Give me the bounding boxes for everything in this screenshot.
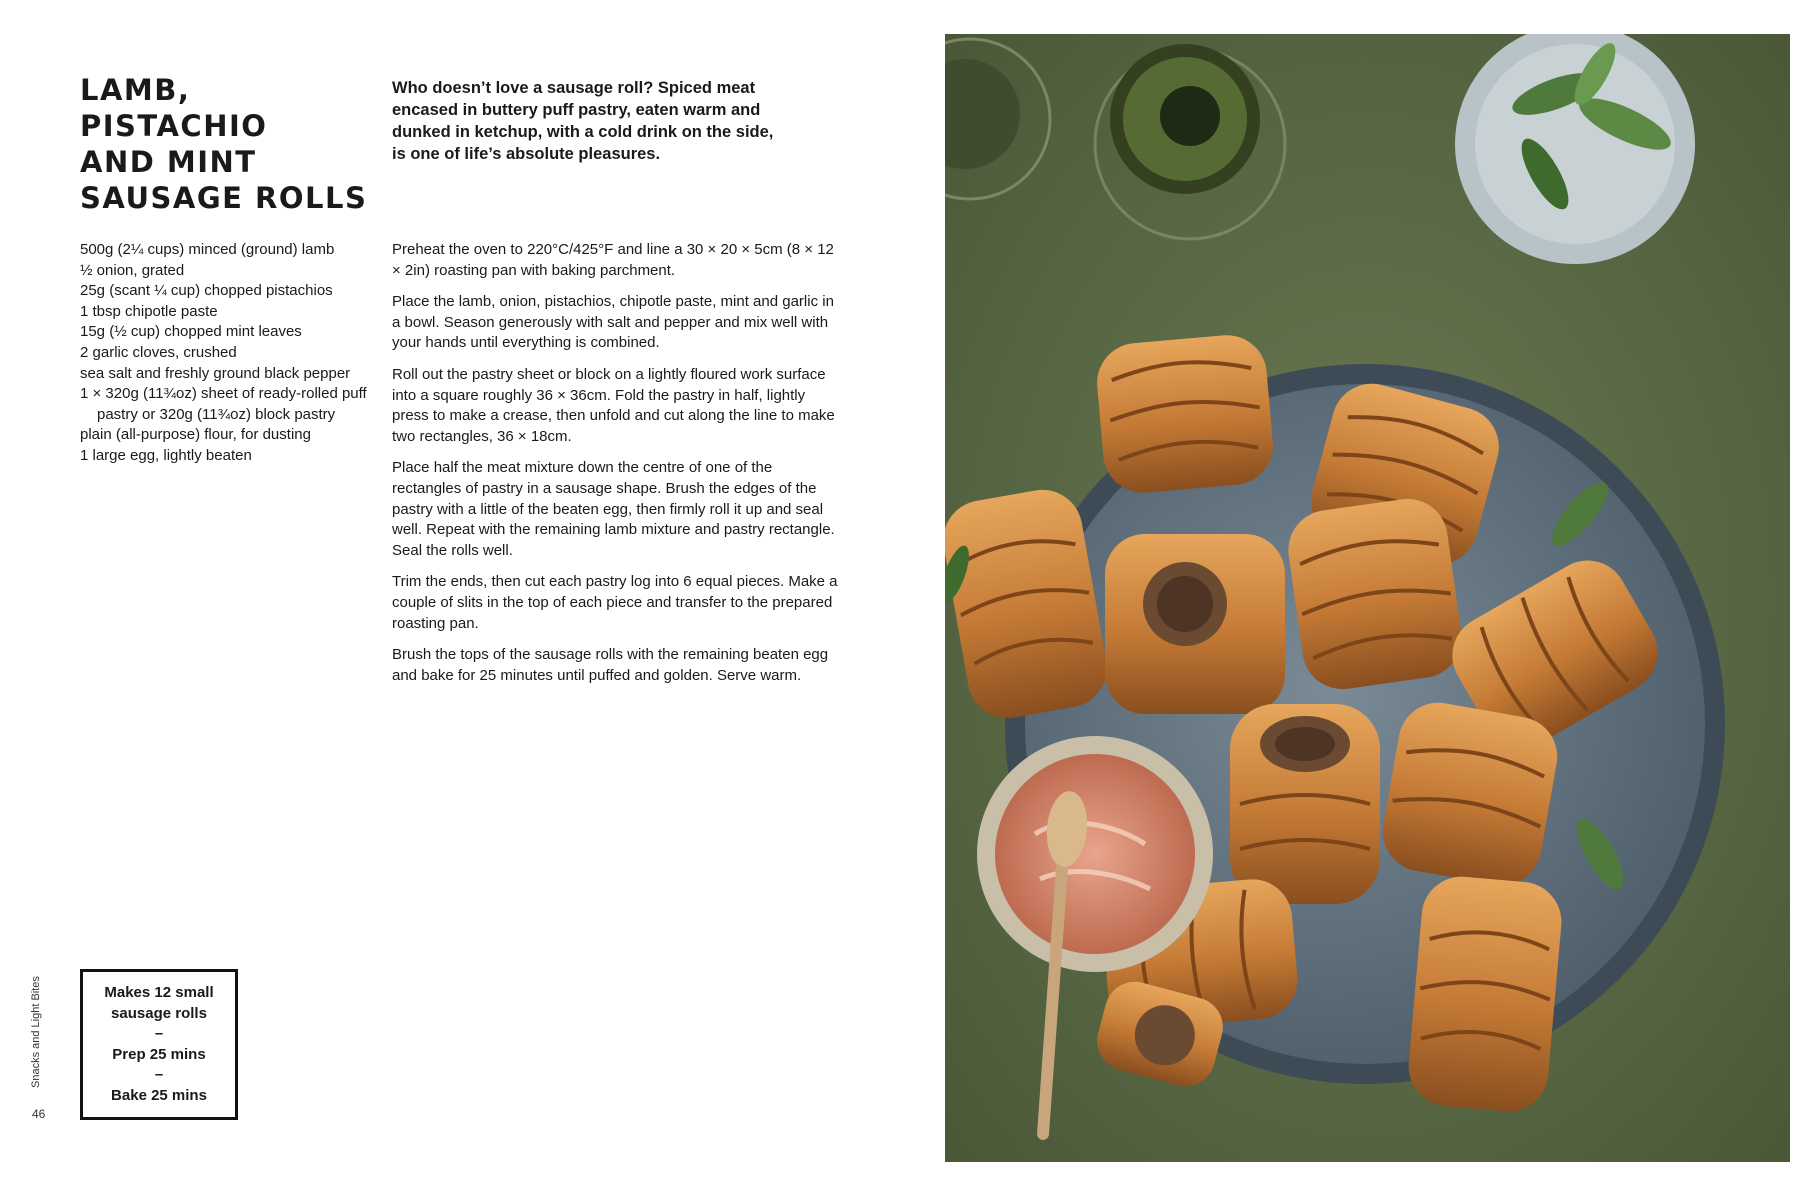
ingredient-item: 25g (scant ¼ cup) chopped pistachios: [80, 282, 333, 300]
mint-dish: [1455, 34, 1695, 264]
ingredient-item: 2 garlic cloves, crushed: [80, 343, 237, 361]
separator: –: [154, 1025, 164, 1043]
page-number: 46: [32, 1107, 46, 1121]
method-step: Preheat the oven to 220°C/425°F and line a 30 × 20 × 5cm (8 × 12 × 2in) roasting pan with baking parchment.: [392, 241, 834, 279]
sausage-rolls-illustration: [945, 34, 1790, 1162]
method-step: Place the lamb, onion, pistachios, chipotle paste, mint and garlic in a bowl. Season generously with salt and pepper and mix well with your hands until everything is combined.: [392, 293, 834, 352]
title-line: SAUSAGE ROLLS: [80, 181, 368, 215]
ingredient-item: sea salt and freshly ground black pepper: [80, 364, 351, 382]
intro-line: encased in buttery puff pastry, eaten warm and: [392, 101, 761, 119]
ingredient-item: 500g (2¼ cups) minced (ground) lamb: [80, 241, 335, 258]
ingredient-item: ½ onion, grated: [80, 261, 185, 279]
prep-time: Prep 25 mins: [112, 1045, 206, 1063]
method-step: Brush the tops of the sausage rolls with the remaining beaten egg and bake for 25 minutes until puffed and golden. Serve warm.: [392, 646, 829, 684]
method-step: Place half the meat mixture down the centre of one of the rectangles of pastry in a sausage shape. Brush the edges of the pastry with a little of the beaten egg, then firmly roll it up and seal well. Repeat with the remaining lamb mixture and pastry rectangle. Seal the rolls well.: [392, 459, 835, 559]
recipe-intro: [392, 77, 822, 165]
food-photo: [945, 34, 1790, 1162]
title-line: AND MINT: [80, 145, 257, 179]
bake-time: Bake 25 mins: [111, 1086, 207, 1104]
ingredient-item: 1 × 320g (11¾oz) sheet of ready-rolled puff pastry or 320g (11¾oz) block pastry: [80, 385, 367, 423]
makes-line: Makes 12 small: [104, 984, 214, 1001]
separator: –: [154, 1066, 164, 1084]
intro-line: is one of life’s absolute pleasures.: [392, 145, 661, 163]
method-steps: [392, 240, 842, 697]
ingredient-item: plain (all-purpose) flour, for dusting: [80, 426, 311, 444]
section-label: Snacks and Light Bites: [30, 976, 42, 1088]
makes-line: sausage rolls: [111, 1004, 207, 1022]
ingredient-item: 1 large egg, lightly beaten: [80, 446, 252, 464]
method-step: Roll out the pastry sheet or block on a lightly floured work surface into a square roughly 36 × 36cm. Fold the pastry in half, lightly press to make a crease, then unfold and cut along the line to make two rectangles, 36 × 18cm.: [392, 365, 835, 445]
title-line: LAMB, PISTACHIO: [80, 73, 268, 143]
recipe-info-box: [80, 969, 238, 1120]
ingredient-item: 1 tbsp chipotle paste: [80, 302, 218, 320]
method-step: Trim the ends, then cut each pastry log into 6 equal pieces. Make a couple of slits in the top of each piece and transfer to the prepared roasting pan.: [392, 573, 838, 632]
intro-line: Who doesn’t love a sausage roll? Spiced meat: [392, 79, 756, 97]
recipe-title: [80, 72, 380, 216]
ingredient-item: 15g (½ cup) chopped mint leaves: [80, 323, 302, 341]
intro-line: dunked in ketchup, with a cold drink on the side,: [392, 123, 774, 141]
ingredients-list: [80, 240, 380, 467]
